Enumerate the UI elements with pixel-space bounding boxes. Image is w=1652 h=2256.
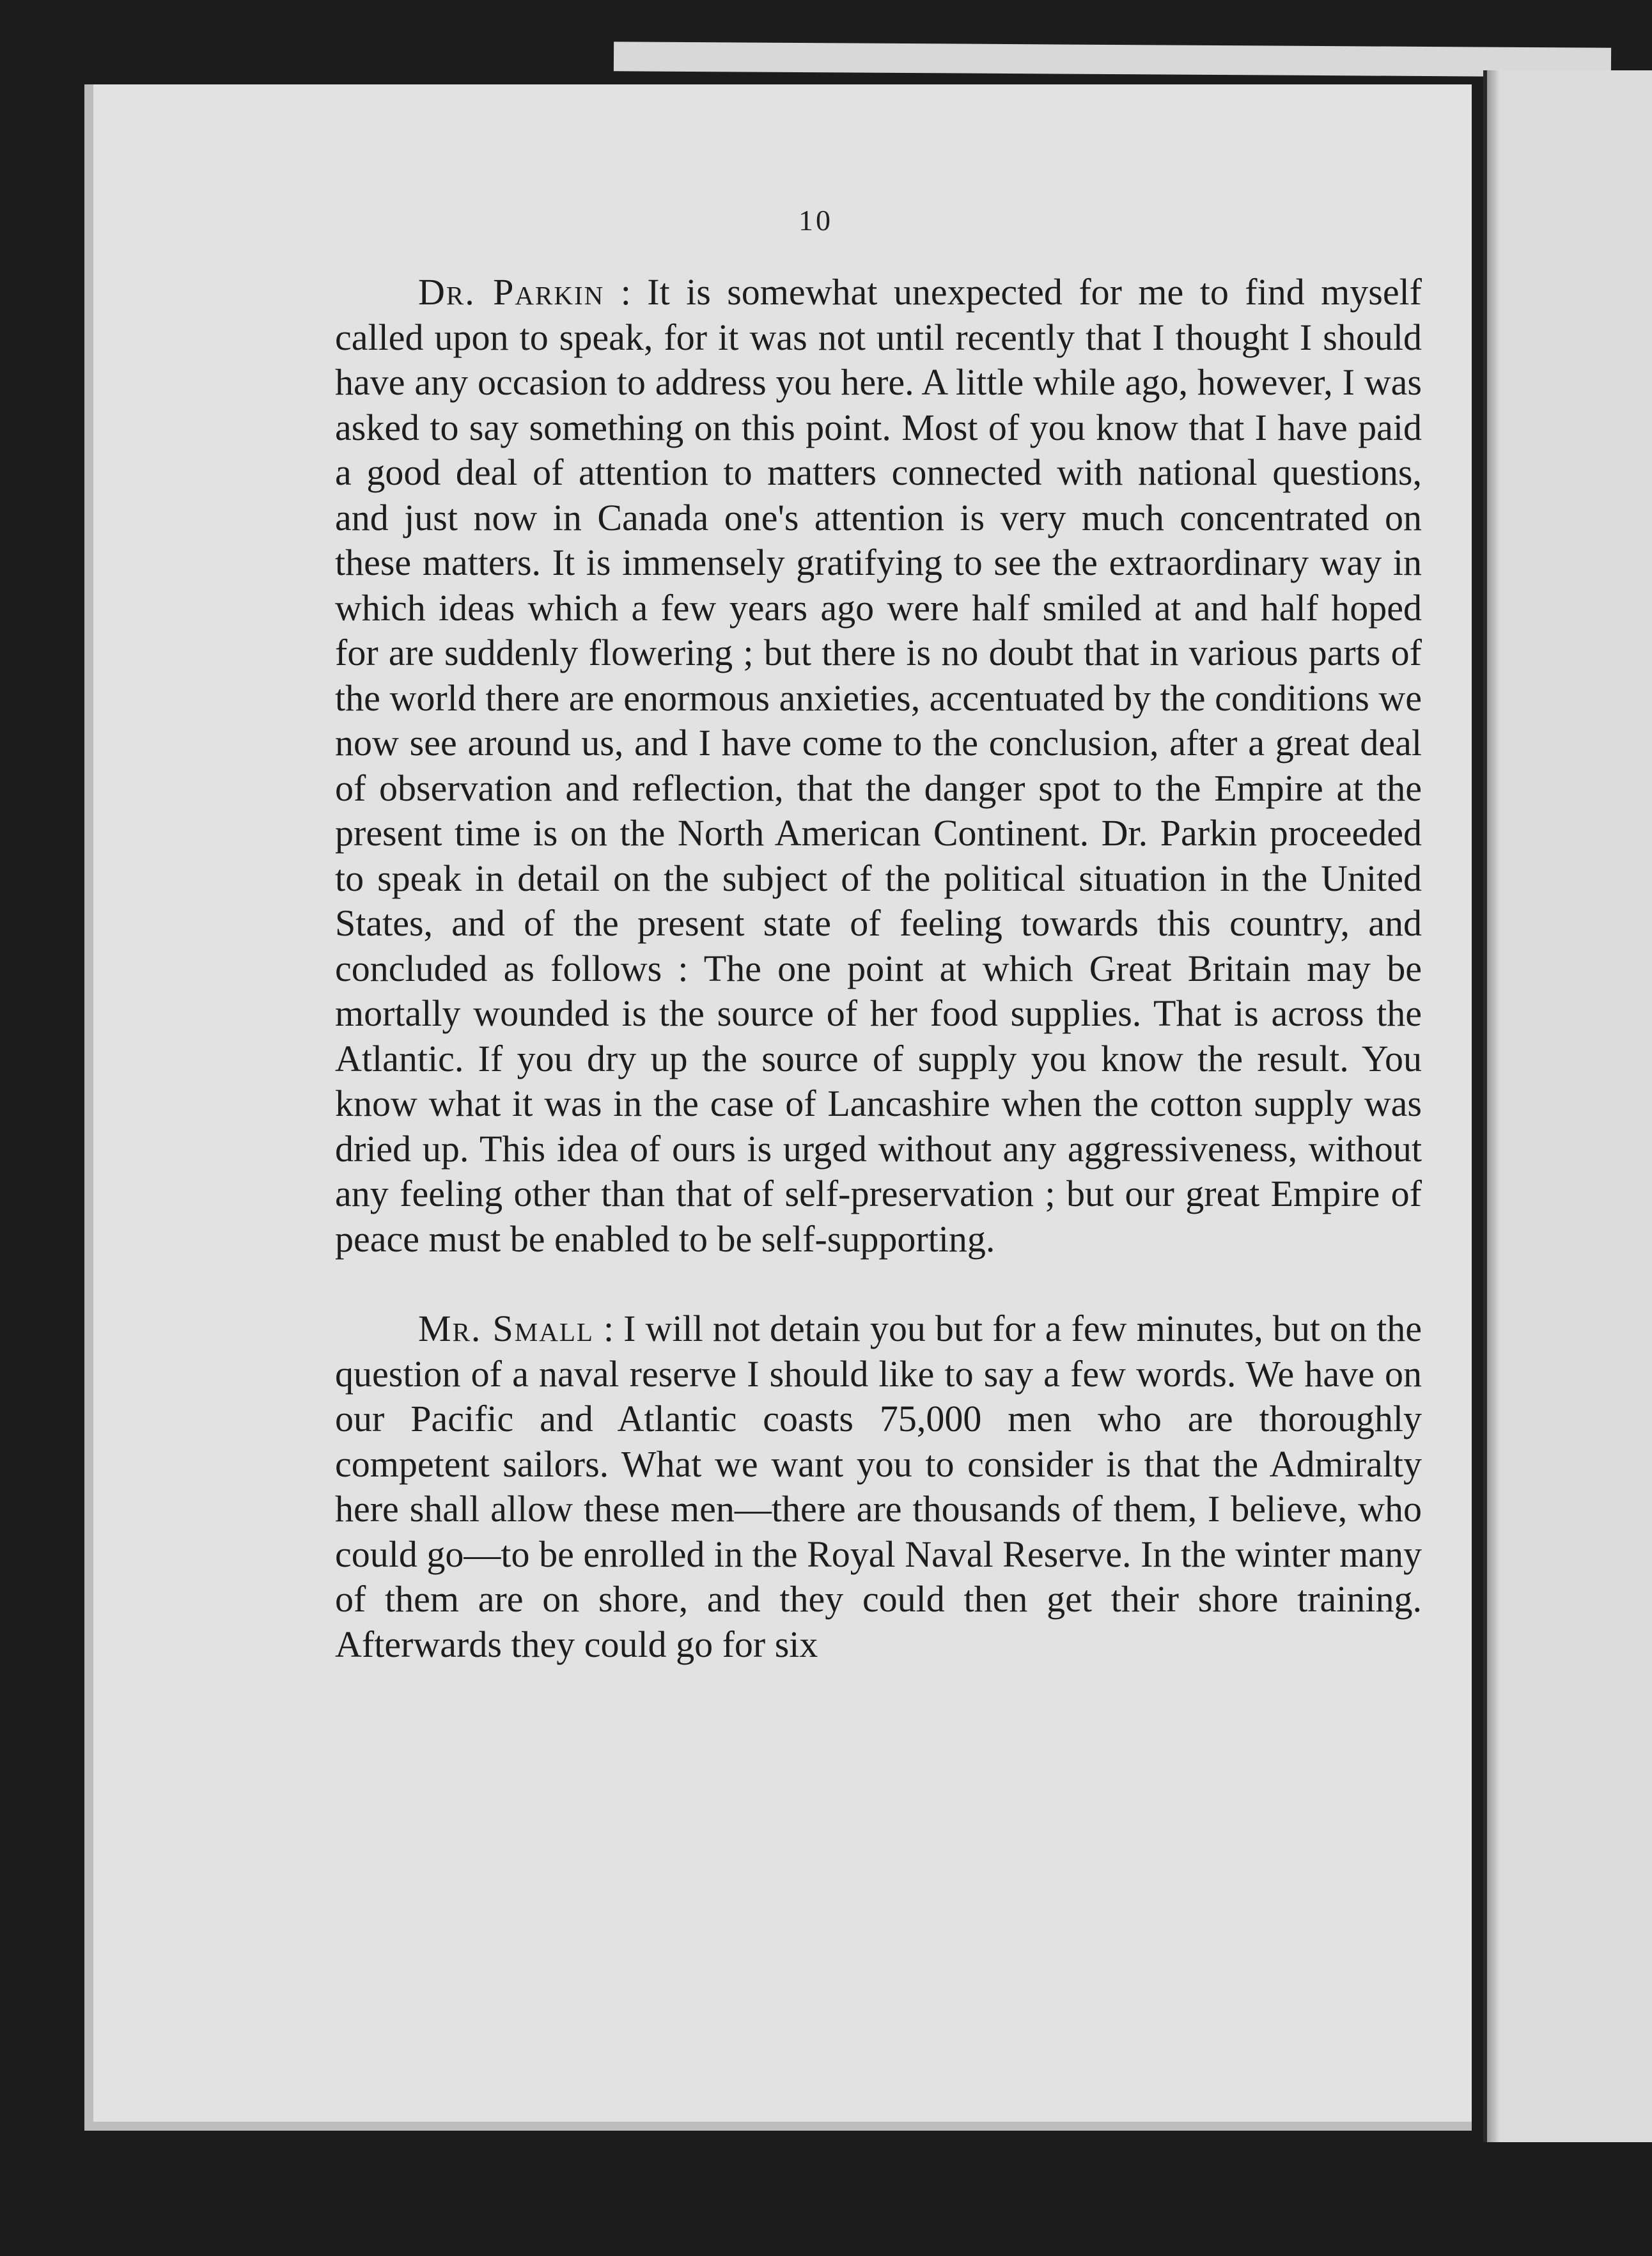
speaker-separator: :	[593, 1308, 624, 1349]
scan-top-strip	[614, 42, 1611, 77]
paragraph-text: It is somewhat unexpected for me to find myself called upon to speak, for it was not until recently that I thought I should have any occasion to address you here. A little while ago, however, I was asked to say something on this point. Most of you know that I have paid a good deal of attention to matters connected with national questions, and just now in Canada one's attention is very much concentrated on these matters. It is immensely gratifying to see the extraordinary way in which ideas which a few years ago were half smiled at and half hoped for are suddenly flowering ; but there is no doubt that in various parts of the world there are enormous anxieties, accentuated by the conditions we now see around us, and I have come to the conclusion, after a great deal of observation and reflection, that the danger spot to the Empire at the present time is on the North American Continent. Dr. Parkin proceeded to speak in detail on the subject of the political situation in the United States, and of the present state of feeling towards this country, and concluded as follows : The one point at which Great Britain may be mortally wounded is the source of her food supplies. That is across the Atlantic. If you dry up the source of supply you know the result. You know what it was in the case of Lancashire when the cotton supply was dried up. This idea of ours is urged without any aggressiveness, without any feeling other than that of self-preservation ; but our great Empire of peace must be enabled to be self-supporting.	[335, 271, 1422, 1260]
page-number: 10	[799, 204, 833, 237]
speaker-name: Dr. Parkin	[418, 271, 605, 313]
paragraph-parkin	[335, 270, 1422, 1262]
speaker-separator: :	[604, 271, 648, 313]
page-edge-shadow	[1487, 70, 1500, 2142]
document-page	[84, 84, 1472, 2131]
paragraph-small	[335, 1306, 1422, 1667]
paragraph-text: I will not detain you but for a few minutes, but on the question of a naval reserve I should like to say a few words. We have on our Pacific and Atlantic coasts 75,000 men who are thoroughly competent sailors. What we want you to consider is that the Admiralty here shall allow these men—there are thousands of them, I believe, who could go—to be enrolled in the Royal Naval Reserve. In the winter many of them are on shore, and they could then get their shore training. Afterwards they could go for six	[335, 1308, 1422, 1665]
speaker-name: Mr. Small	[418, 1308, 594, 1349]
body-text	[335, 270, 1422, 1667]
adjacent-page-edge	[1483, 70, 1652, 2142]
